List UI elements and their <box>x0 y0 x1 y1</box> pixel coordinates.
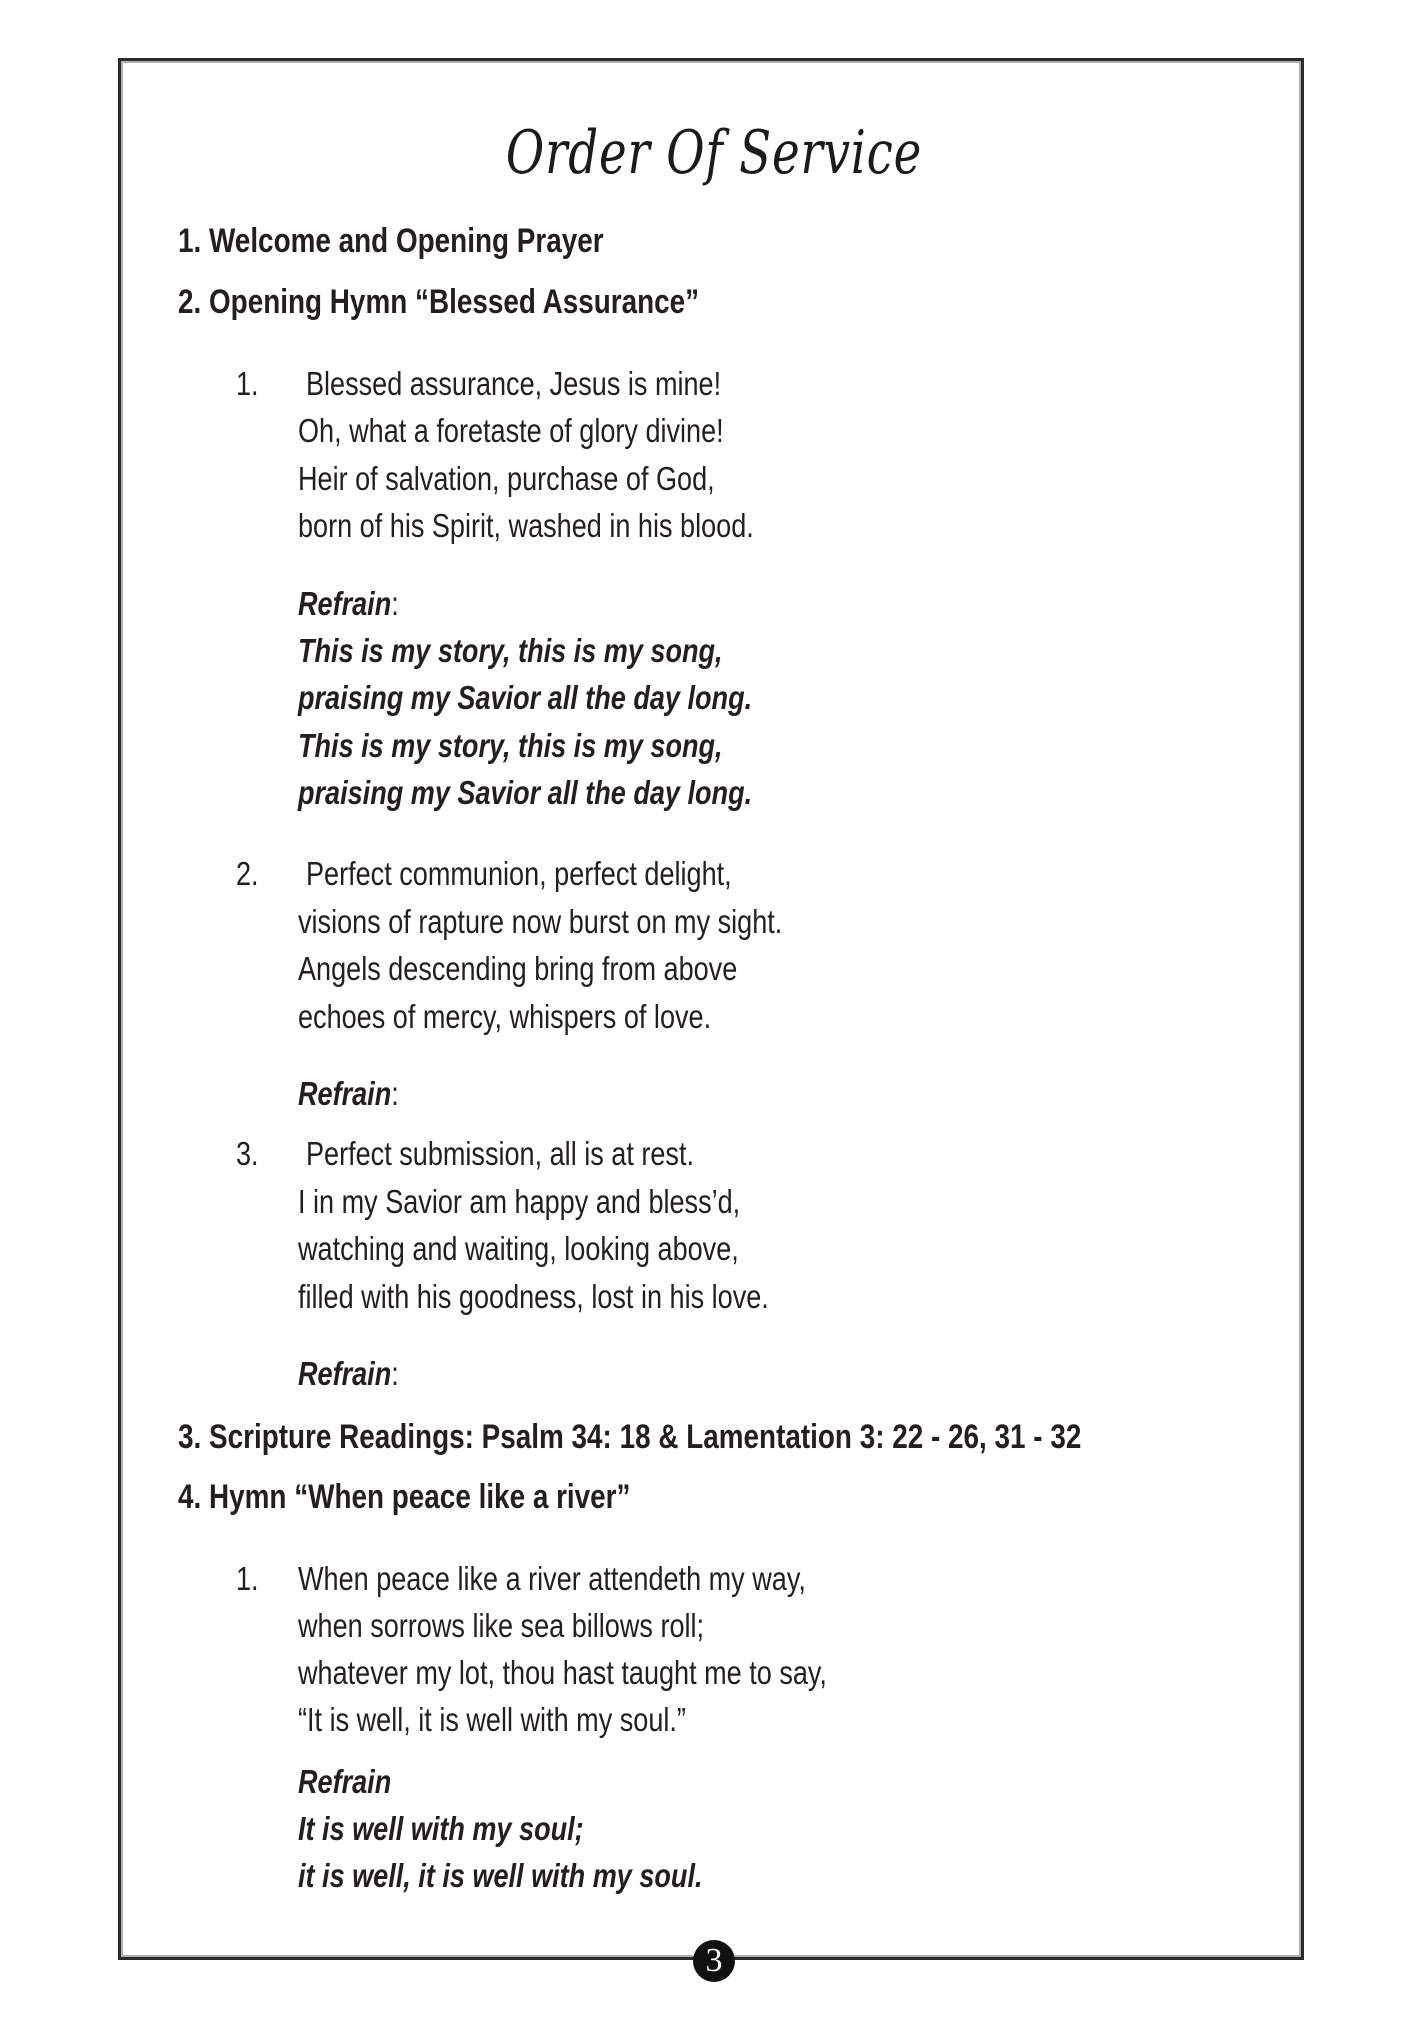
verse-line: Blessed assurance, Jesus is mine! <box>306 365 722 402</box>
verse-line: watching and waiting, looking above, <box>298 1230 739 1267</box>
verse-line: born of his Spirit, washed in his blood. <box>298 507 754 544</box>
refrain-label: Refrain <box>298 1763 392 1800</box>
verse-line: filled with his goodness, lost in his love. <box>298 1278 769 1315</box>
verse-line: Perfect submission, all is at rest. <box>306 1135 695 1172</box>
refrain-label-text: Refrain <box>298 1075 392 1112</box>
refrain-line: It is well with my soul; <box>298 1810 584 1847</box>
refrain-colon: : <box>391 585 399 622</box>
refrain-line: it is well, it is well with my soul. <box>298 1857 703 1894</box>
verse-number: 1. <box>236 1560 259 1597</box>
verse-number: 1. <box>236 365 259 402</box>
refrain-line: This is my story, this is my song, <box>298 727 723 764</box>
refrain-line: This is my story, this is my song, <box>298 632 723 669</box>
verse-number: 2. <box>236 855 259 892</box>
refrain-label-text: Refrain <box>298 1355 392 1392</box>
verse-line: “It is well, it is well with my soul.” <box>298 1701 686 1738</box>
refrain-label <box>298 585 399 623</box>
verse-line: Heir of salvation, purchase of God, <box>298 460 715 497</box>
service-item-welcome: 1. Welcome and Opening Prayer <box>178 222 604 260</box>
verse-line: Oh, what a foretaste of glory divine! <box>298 412 724 449</box>
refrain-label <box>298 1355 399 1393</box>
service-item-opening-hymn: 2. Opening Hymn “Blessed Assurance” <box>178 283 700 321</box>
verse-line: whatever my lot, thou hast taught me to say, <box>298 1654 827 1691</box>
refrain-colon: : <box>391 1355 399 1392</box>
refrain-label-text: Refrain <box>298 585 392 622</box>
service-item-hymn-river: 4. Hymn “When peace like a river” <box>178 1478 631 1516</box>
verse-line: I in my Savior am happy and bless’d, <box>298 1183 741 1220</box>
verse-line: when sorrows like sea billows roll; <box>298 1607 705 1644</box>
service-item-scripture: 3. Scripture Readings: Psalm 34: 18 & Lamentation 3: 22 - 26, 31 - 32 <box>178 1418 1082 1456</box>
verse-line: visions of rapture now burst on my sight. <box>298 903 783 940</box>
verse-line: Angels descending bring from above <box>298 950 738 987</box>
page-title: Order Of Service <box>505 118 923 188</box>
refrain-label <box>298 1075 399 1113</box>
page-number-badge: 3 <box>693 1940 735 1982</box>
refrain-line: praising my Savior all the day long. <box>298 774 753 811</box>
verse-line: Perfect communion, perfect delight, <box>306 855 732 892</box>
verse-line: When peace like a river attendeth my way, <box>298 1560 806 1597</box>
refrain-line: praising my Savior all the day long. <box>298 679 753 716</box>
refrain-colon: : <box>391 1075 399 1112</box>
verse-line: echoes of mercy, whispers of love. <box>298 998 712 1035</box>
verse-number: 3. <box>236 1135 259 1172</box>
